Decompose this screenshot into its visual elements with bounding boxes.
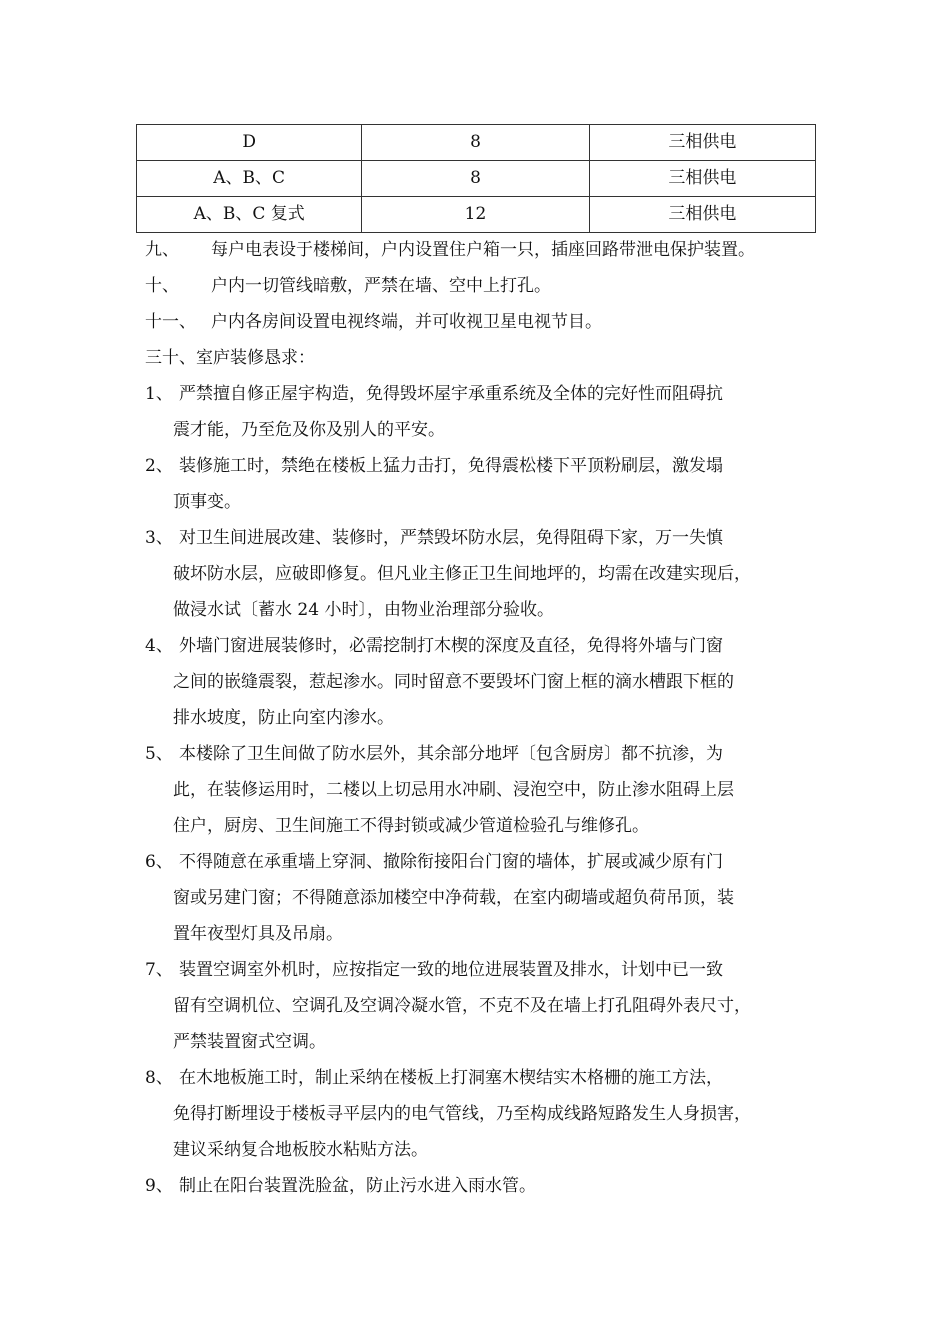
requirement-line (145, 880, 825, 916)
requirement-text: 破坏防水层，应破即修复。但凡业主修正卫生间地坪的，均需在改建实现后， (173, 564, 751, 584)
cell-supply: 三相供电 (589, 125, 815, 161)
requirement-item (145, 1060, 825, 1168)
requirement-text: 顶事变。 (173, 492, 241, 512)
requirement-number: 5、 (145, 744, 173, 764)
requirement-text: 留有空调机位、空调孔及空调冷凝水管，不克不及在墙上打孔阻碍外表尺寸， (173, 996, 751, 1016)
cell-type: A、B、C 复式 (137, 197, 362, 233)
requirement-text: 免得打断埋设于楼板寻平层内的电气管线，乃至构成线路短路发生人身损害， (173, 1104, 751, 1124)
requirement-text: 做浸水试〔蓄水 24 小时〕，由物业治理部分验收。 (173, 600, 554, 620)
requirement-line (145, 448, 825, 484)
requirement-number: 1、 (145, 384, 173, 404)
requirement-line (145, 736, 825, 772)
clause-text: 户内各房间设置电视终端，并可收视卫星电视节目。 (211, 312, 602, 332)
requirement-line (145, 592, 825, 628)
requirement-line (145, 988, 825, 1024)
requirement-line (145, 1132, 825, 1168)
requirement-text: 装修施工时，禁绝在楼板上猛力击打，免得震松楼下平顶粉刷层，激发塌 (179, 456, 723, 476)
requirement-line (145, 1168, 825, 1204)
table-row (137, 125, 816, 161)
requirement-text: 外墙门窗进展装修时，必需挖制打木楔的深度及直径，免得将外墙与门窗 (179, 636, 723, 656)
table-body (137, 125, 816, 233)
clause-number: 十、 (145, 276, 179, 296)
requirement-item (145, 520, 825, 628)
document-text (145, 232, 825, 1204)
requirement-item (145, 844, 825, 952)
requirement-line (145, 844, 825, 880)
power-supply-table (136, 124, 816, 233)
clause-text: 户内一切管线暗敷，严禁在墙、空中上打孔。 (211, 276, 551, 296)
requirement-number: 6、 (145, 852, 173, 872)
cell-value: 12 (362, 197, 589, 233)
requirement-number: 9、 (145, 1176, 173, 1196)
cell-supply: 三相供电 (589, 197, 815, 233)
requirement-line (145, 628, 825, 664)
requirement-number: 3、 (145, 528, 173, 548)
cell-value: 8 (362, 161, 589, 197)
table-row (137, 161, 816, 197)
requirement-item (145, 736, 825, 844)
requirement-item (145, 448, 825, 520)
section-title: 三十、室庐装修恳求： (145, 348, 315, 368)
requirement-text: 置年夜型灯具及吊扇。 (173, 924, 343, 944)
clause-number: 九、 (145, 240, 179, 260)
cell-type: A、B、C (137, 161, 362, 197)
clause-number: 十一、 (145, 312, 196, 332)
requirement-line (145, 1024, 825, 1060)
requirement-text: 严禁擅自修正屋宇构造，免得毁坏屋宇承重系统及全体的完好性而阻碍抗 (179, 384, 723, 404)
requirement-line (145, 700, 825, 736)
requirement-text: 震才能，乃至危及你及别人的平安。 (173, 420, 445, 440)
requirement-text: 窗或另建门窗；不得随意添加楼空中净荷载，在室内砌墙或超负荷吊顶，装 (173, 888, 734, 908)
requirement-line (145, 412, 825, 448)
requirement-text: 装置空调室外机时，应按指定一致的地位进展装置及排水，计划中已一致 (179, 960, 723, 980)
requirement-text: 此，在装修运用时，二楼以上切忌用水冲刷、浸泡空中，防止渗水阻碍上层 (173, 780, 734, 800)
cell-type: D (137, 125, 362, 161)
requirement-line (145, 1060, 825, 1096)
clause (145, 232, 825, 268)
clause-list (145, 232, 825, 340)
requirement-line (145, 520, 825, 556)
clause (145, 268, 825, 304)
requirement-number: 4、 (145, 636, 173, 656)
requirement-item (145, 628, 825, 736)
requirement-text: 制止在阳台装置洗脸盆，防止污水进入雨水管。 (179, 1176, 536, 1196)
requirement-text: 对卫生间进展改建、装修时，严禁毁坏防水层，免得阻碍下家，万一失慎 (179, 528, 723, 548)
requirement-text: 排水坡度，防止向室内渗水。 (173, 708, 394, 728)
cell-value: 8 (362, 125, 589, 161)
requirement-text: 建议采纳复合地板胶水粘贴方法。 (173, 1140, 428, 1160)
requirement-number: 8、 (145, 1068, 173, 1088)
requirement-text: 在木地板施工时，制止采纳在楼板上打洞塞木楔结实木格栅的施工方法， (179, 1068, 723, 1088)
requirement-line (145, 664, 825, 700)
requirement-line (145, 952, 825, 988)
requirement-item (145, 376, 825, 448)
requirement-number: 7、 (145, 960, 173, 980)
requirement-text: 不得随意在承重墙上穿洞、撤除衔接阳台门窗的墙体，扩展或减少原有门 (179, 852, 723, 872)
requirement-line (145, 772, 825, 808)
requirement-list (145, 376, 825, 1204)
cell-supply: 三相供电 (589, 161, 815, 197)
requirement-item (145, 952, 825, 1060)
clause-text: 每户电表设于楼梯间，户内设置住户箱一只，插座回路带泄电保护装置。 (211, 240, 755, 260)
requirement-line (145, 1096, 825, 1132)
requirement-item (145, 1168, 825, 1204)
table-row (137, 197, 816, 233)
requirement-text: 本楼除了卫生间做了防水层外，其余部分地坪〔包含厨房〕都不抗渗，为 (179, 744, 723, 764)
requirement-text: 住户，厨房、卫生间施工不得封锁或减少管道检验孔与维修孔。 (173, 816, 649, 836)
requirement-text: 严禁装置窗式空调。 (173, 1032, 326, 1052)
clause (145, 304, 825, 340)
requirement-number: 2、 (145, 456, 173, 476)
requirement-line (145, 376, 825, 412)
requirement-line (145, 916, 825, 952)
requirement-line (145, 808, 825, 844)
requirement-text: 之间的嵌缝震裂，惹起渗水。同时留意不要毁坏门窗上框的滴水槽跟下框的 (173, 672, 734, 692)
requirement-line (145, 484, 825, 520)
requirement-line (145, 556, 825, 592)
